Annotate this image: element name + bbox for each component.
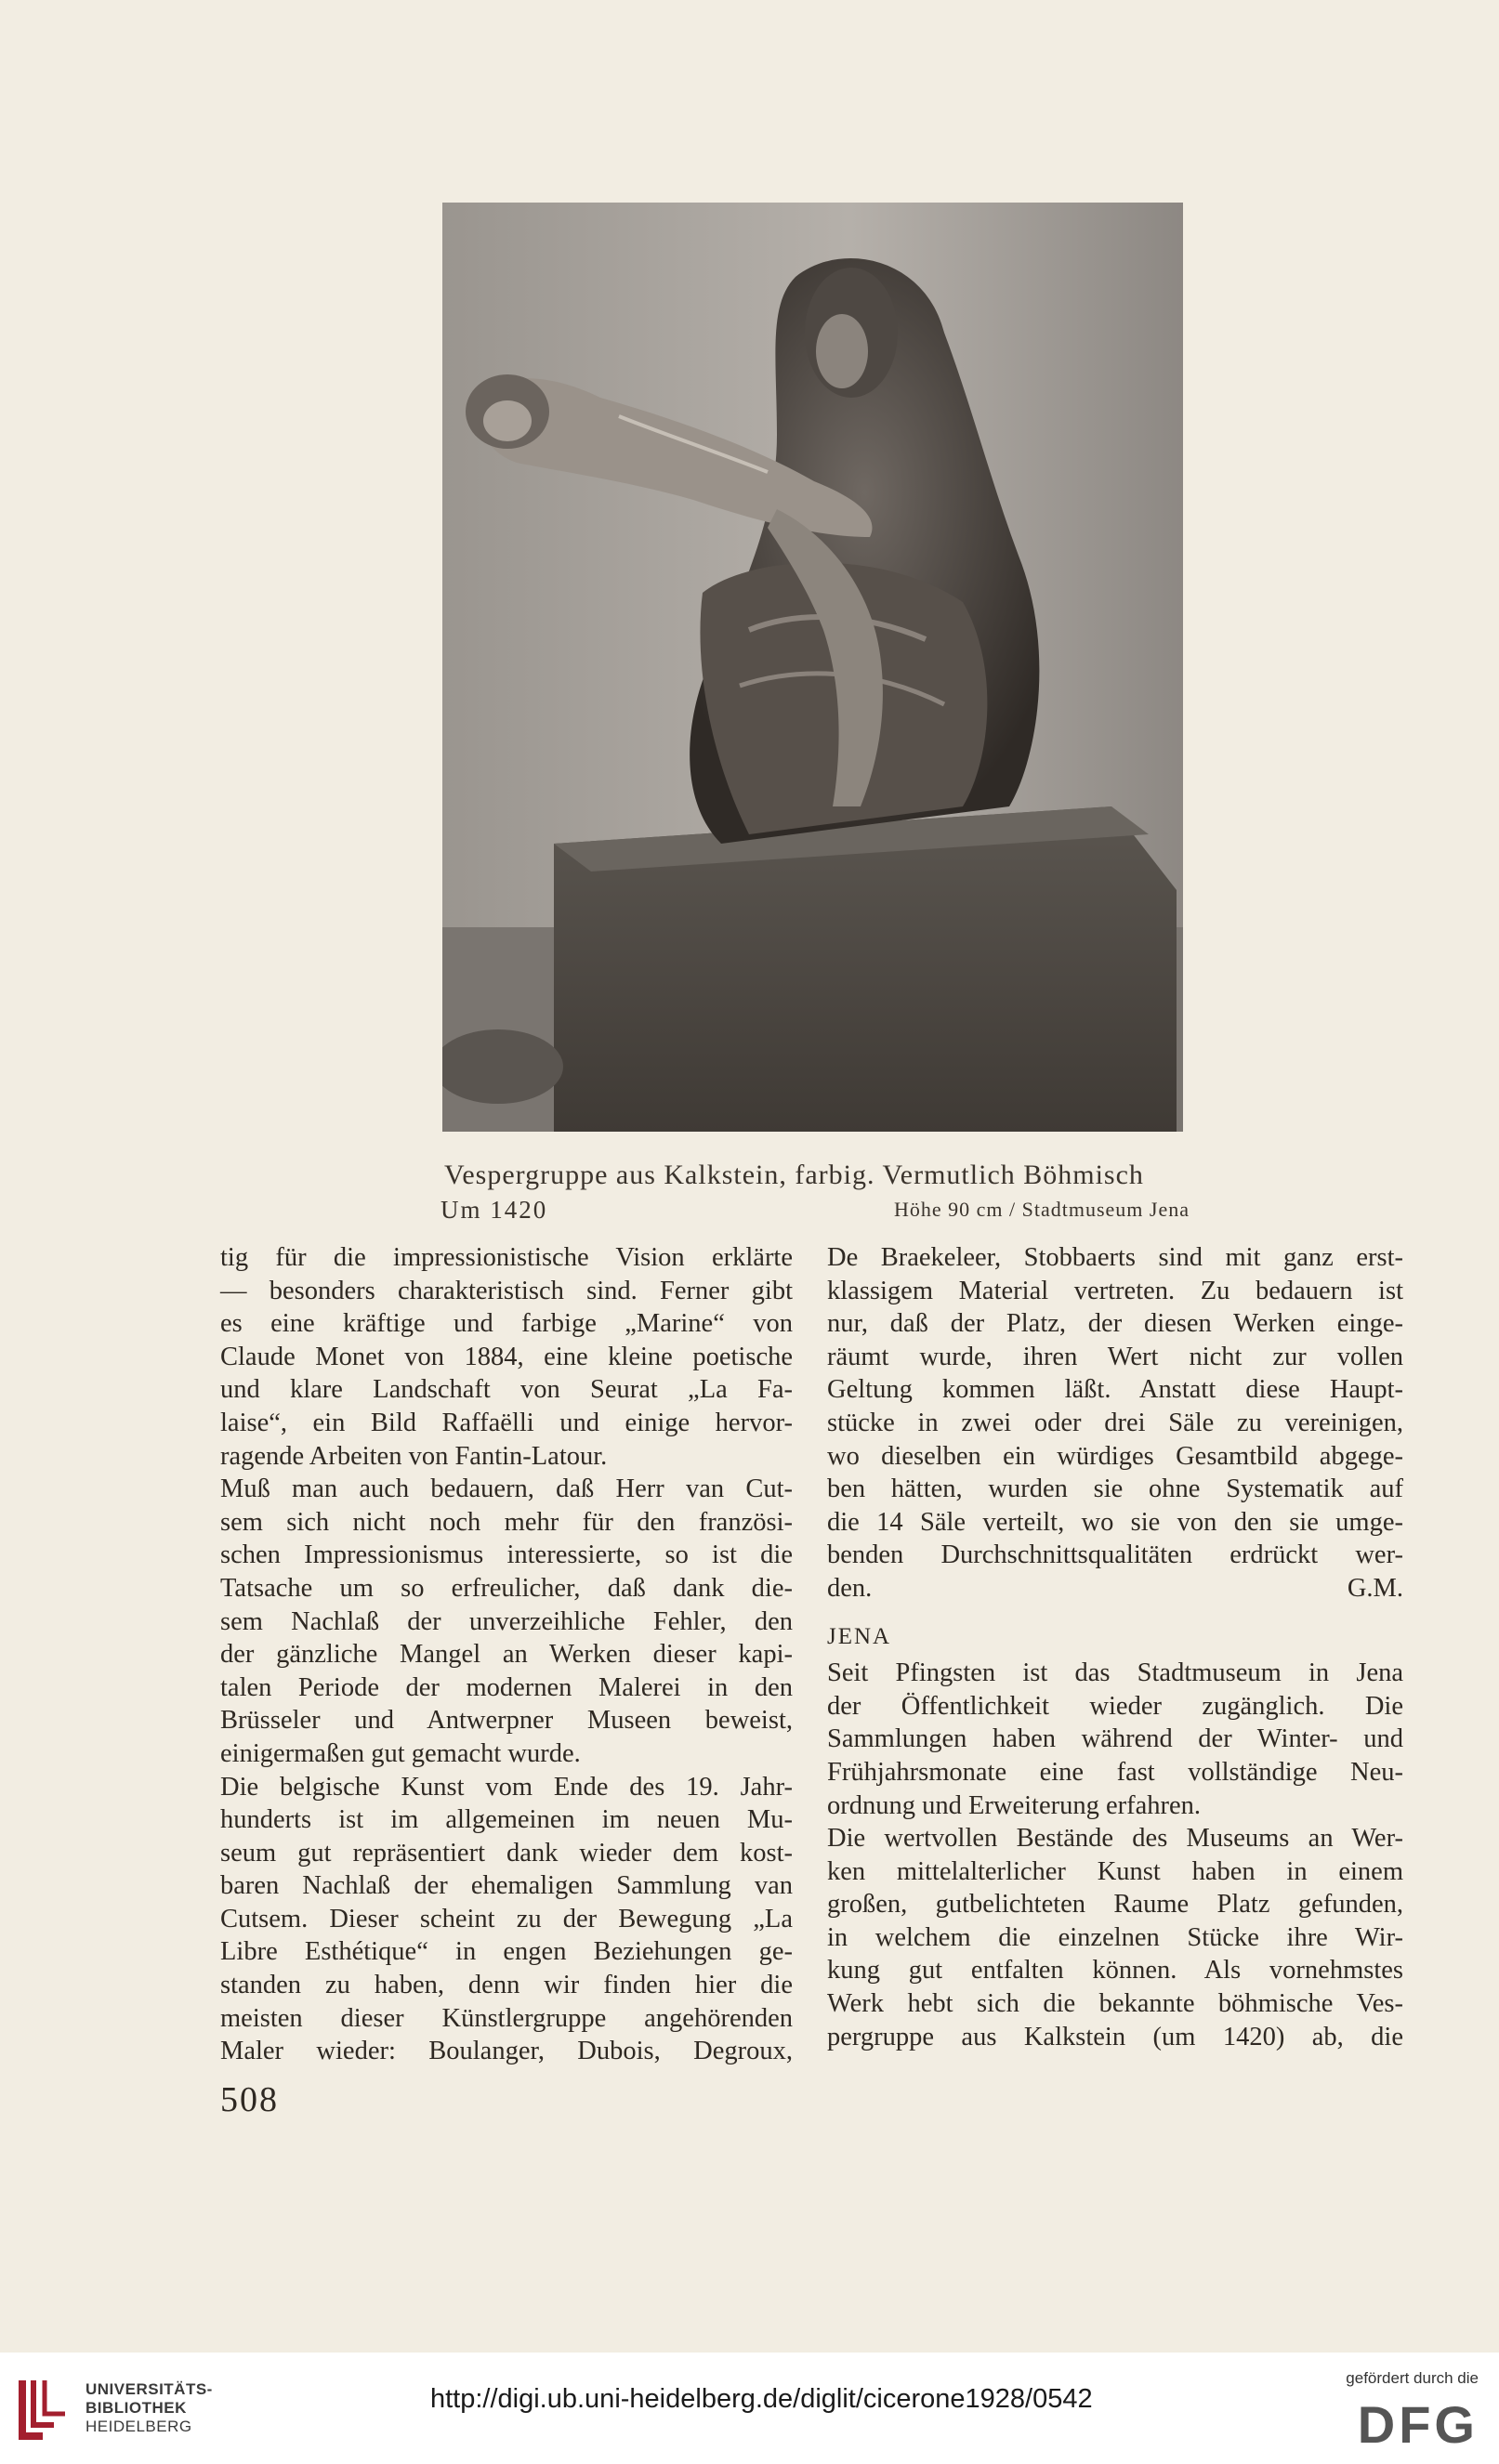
text-line: kung gut entfalten können. Als vornehmstes	[827, 1956, 1403, 1986]
funded-by-label: gefördert durch die	[1346, 2369, 1479, 2387]
text-line: sem Nachlaß der unverzeihliche Fehler, den	[220, 1606, 793, 1636]
text-line: räumt wurde, ihren Wert nicht zur vollen	[827, 1342, 1403, 1371]
caption-dimensions-location: Höhe 90 cm / Stadtmuseum Jena	[893, 1198, 1190, 1221]
page-number: 508	[220, 2080, 279, 2119]
text-line: talen Periode der modernen Malerei in den	[220, 1672, 793, 1702]
text-line: großen, gutbelichteten Raume Platz gefunden,	[827, 1890, 1403, 1920]
text-line: es eine kräftige und farbige „Marine“ von	[220, 1309, 793, 1339]
text-line: Die belgische Kunst vom Ende des 19. Jahr-	[220, 1772, 793, 1802]
text-line: tig für die impressionistische Vision erklärte	[220, 1243, 793, 1272]
text-line: nur, daß der Platz, der diesen Werken einge-	[827, 1309, 1403, 1339]
text-line: in welchem die einzelnen Stücke ihre Wir-	[827, 1922, 1403, 1952]
text-line: der gänzliche Mangel an Werken dieser kapi-	[220, 1640, 793, 1670]
text-line: laise“, ein Bild Raffaëlli und einige hervor-	[220, 1408, 793, 1437]
photo-caption-title: Vespergruppe aus Kalkstein, farbig. Vermutlich Böhmisch	[444, 1160, 1144, 1190]
text-line: Werk hebt sich die bekannte böhmische Ves-	[827, 1989, 1403, 2019]
dfg-logo: DFG	[1357, 2395, 1479, 2454]
text-line: ken mittelalterlicher Kunst haben in einem	[827, 1856, 1403, 1886]
author-signature: G.M.	[1347, 1573, 1403, 1603]
text-line: Sammlungen haben während der Winter- und	[827, 1724, 1403, 1754]
text-line: und klare Landschaft von Seurat „La Fa-	[220, 1375, 793, 1405]
text-line: stücke in zwei oder drei Säle zu vereinigen,	[827, 1408, 1403, 1437]
text-line: De Braekeleer, Stobbaerts sind mit ganz erst-	[827, 1243, 1403, 1272]
uni-name-line: HEIDELBERG	[85, 2418, 192, 2435]
text-line: Maler wieder: Boulanger, Dubois, Degroux,	[220, 2037, 793, 2066]
text-line: Frühjahrsmonate eine fast vollständige Neu-	[827, 1757, 1403, 1787]
text-line: klassigem Material vertreten. Zu bedauern ist	[827, 1276, 1403, 1305]
text-line: ben hätten, wurden sie ohne Systematik auf	[827, 1474, 1403, 1504]
text-line: benden Durchschnittsqualitäten erdrückt wer-	[827, 1540, 1403, 1570]
permalink-url[interactable]: http://digi.ub.uni-heidelberg.de/diglit/cicerone1928/0542	[430, 2384, 1093, 2414]
university-library-logo-icon	[15, 2375, 72, 2442]
text-fragment: den.	[827, 1573, 873, 1603]
text-line: Libre Esthétique“ in engen Beziehungen ge-	[220, 1937, 793, 1967]
text-line-with-signature	[827, 1572, 1403, 1606]
text-line: die 14 Säle verteilt, wo sie von den sie umge-	[827, 1507, 1403, 1537]
text-line: pergruppe aus Kalkstein (um 1420) ab, die	[827, 2022, 1403, 2051]
text-line: — besonders charakteristisch sind. Ferner gibt	[220, 1276, 793, 1305]
left-text-column	[220, 1241, 793, 2068]
text-line: Die wertvollen Bestände des Museums an Wer-	[827, 1824, 1403, 1854]
pieta-photograph	[442, 203, 1183, 1132]
text-line: Brüsseler und Antwerpner Museen beweist,	[220, 1706, 793, 1736]
text-line: ragende Arbeiten von Fantin-Latour.	[220, 1441, 608, 1471]
uni-name-line: UNIVERSITÄTS-	[85, 2380, 213, 2398]
text-line: seum gut repräsentiert dank wieder dem kost-	[220, 1838, 793, 1868]
university-library-name	[85, 2380, 213, 2436]
uni-name-line: BIBLIOTHEK	[85, 2399, 187, 2417]
text-line: hunderts ist im allgemeinen im neuen Mu-	[220, 1805, 793, 1835]
text-line: Geltung kommen läßt. Anstatt diese Haupt-	[827, 1375, 1403, 1405]
text-line: schen Impressionismus interessierte, so ist die	[220, 1540, 793, 1570]
text-line: Claude Monet von 1884, eine kleine poetische	[220, 1342, 793, 1371]
text-line: sem sich nicht noch mehr für den französi-	[220, 1507, 793, 1537]
text-line: Seit Pfingsten ist das Stadtmuseum in Jena	[827, 1658, 1403, 1688]
text-line: meisten dieser Künstlergruppe angehörenden	[220, 2003, 793, 2033]
right-text-column	[827, 1241, 1403, 2053]
text-line: ordnung und Erweiterung erfahren.	[827, 1790, 1202, 1820]
section-heading-jena: JENA	[827, 1623, 892, 1649]
text-line: wo dieselben ein würdiges Gesamtbild abgege-	[827, 1441, 1403, 1471]
caption-date: Um 1420	[440, 1196, 548, 1224]
text-line: einigermaßen gut gemacht wurde.	[220, 1738, 581, 1768]
text-line: baren Nachlaß der ehemaligen Sammlung van	[220, 1871, 793, 1901]
text-line: der Öffentlichkeit wieder zugänglich. Die	[827, 1691, 1403, 1721]
text-line: Muß man auch bedauern, daß Herr van Cut-	[220, 1474, 793, 1504]
text-line: Tatsache um so erfreulicher, daß dank die-	[220, 1573, 793, 1603]
text-line: standen zu haben, denn wir finden hier die	[220, 1971, 793, 2000]
footer-bar	[0, 2353, 1499, 2464]
text-line: Cutsem. Dieser scheint zu der Bewegung „La	[220, 1904, 793, 1933]
